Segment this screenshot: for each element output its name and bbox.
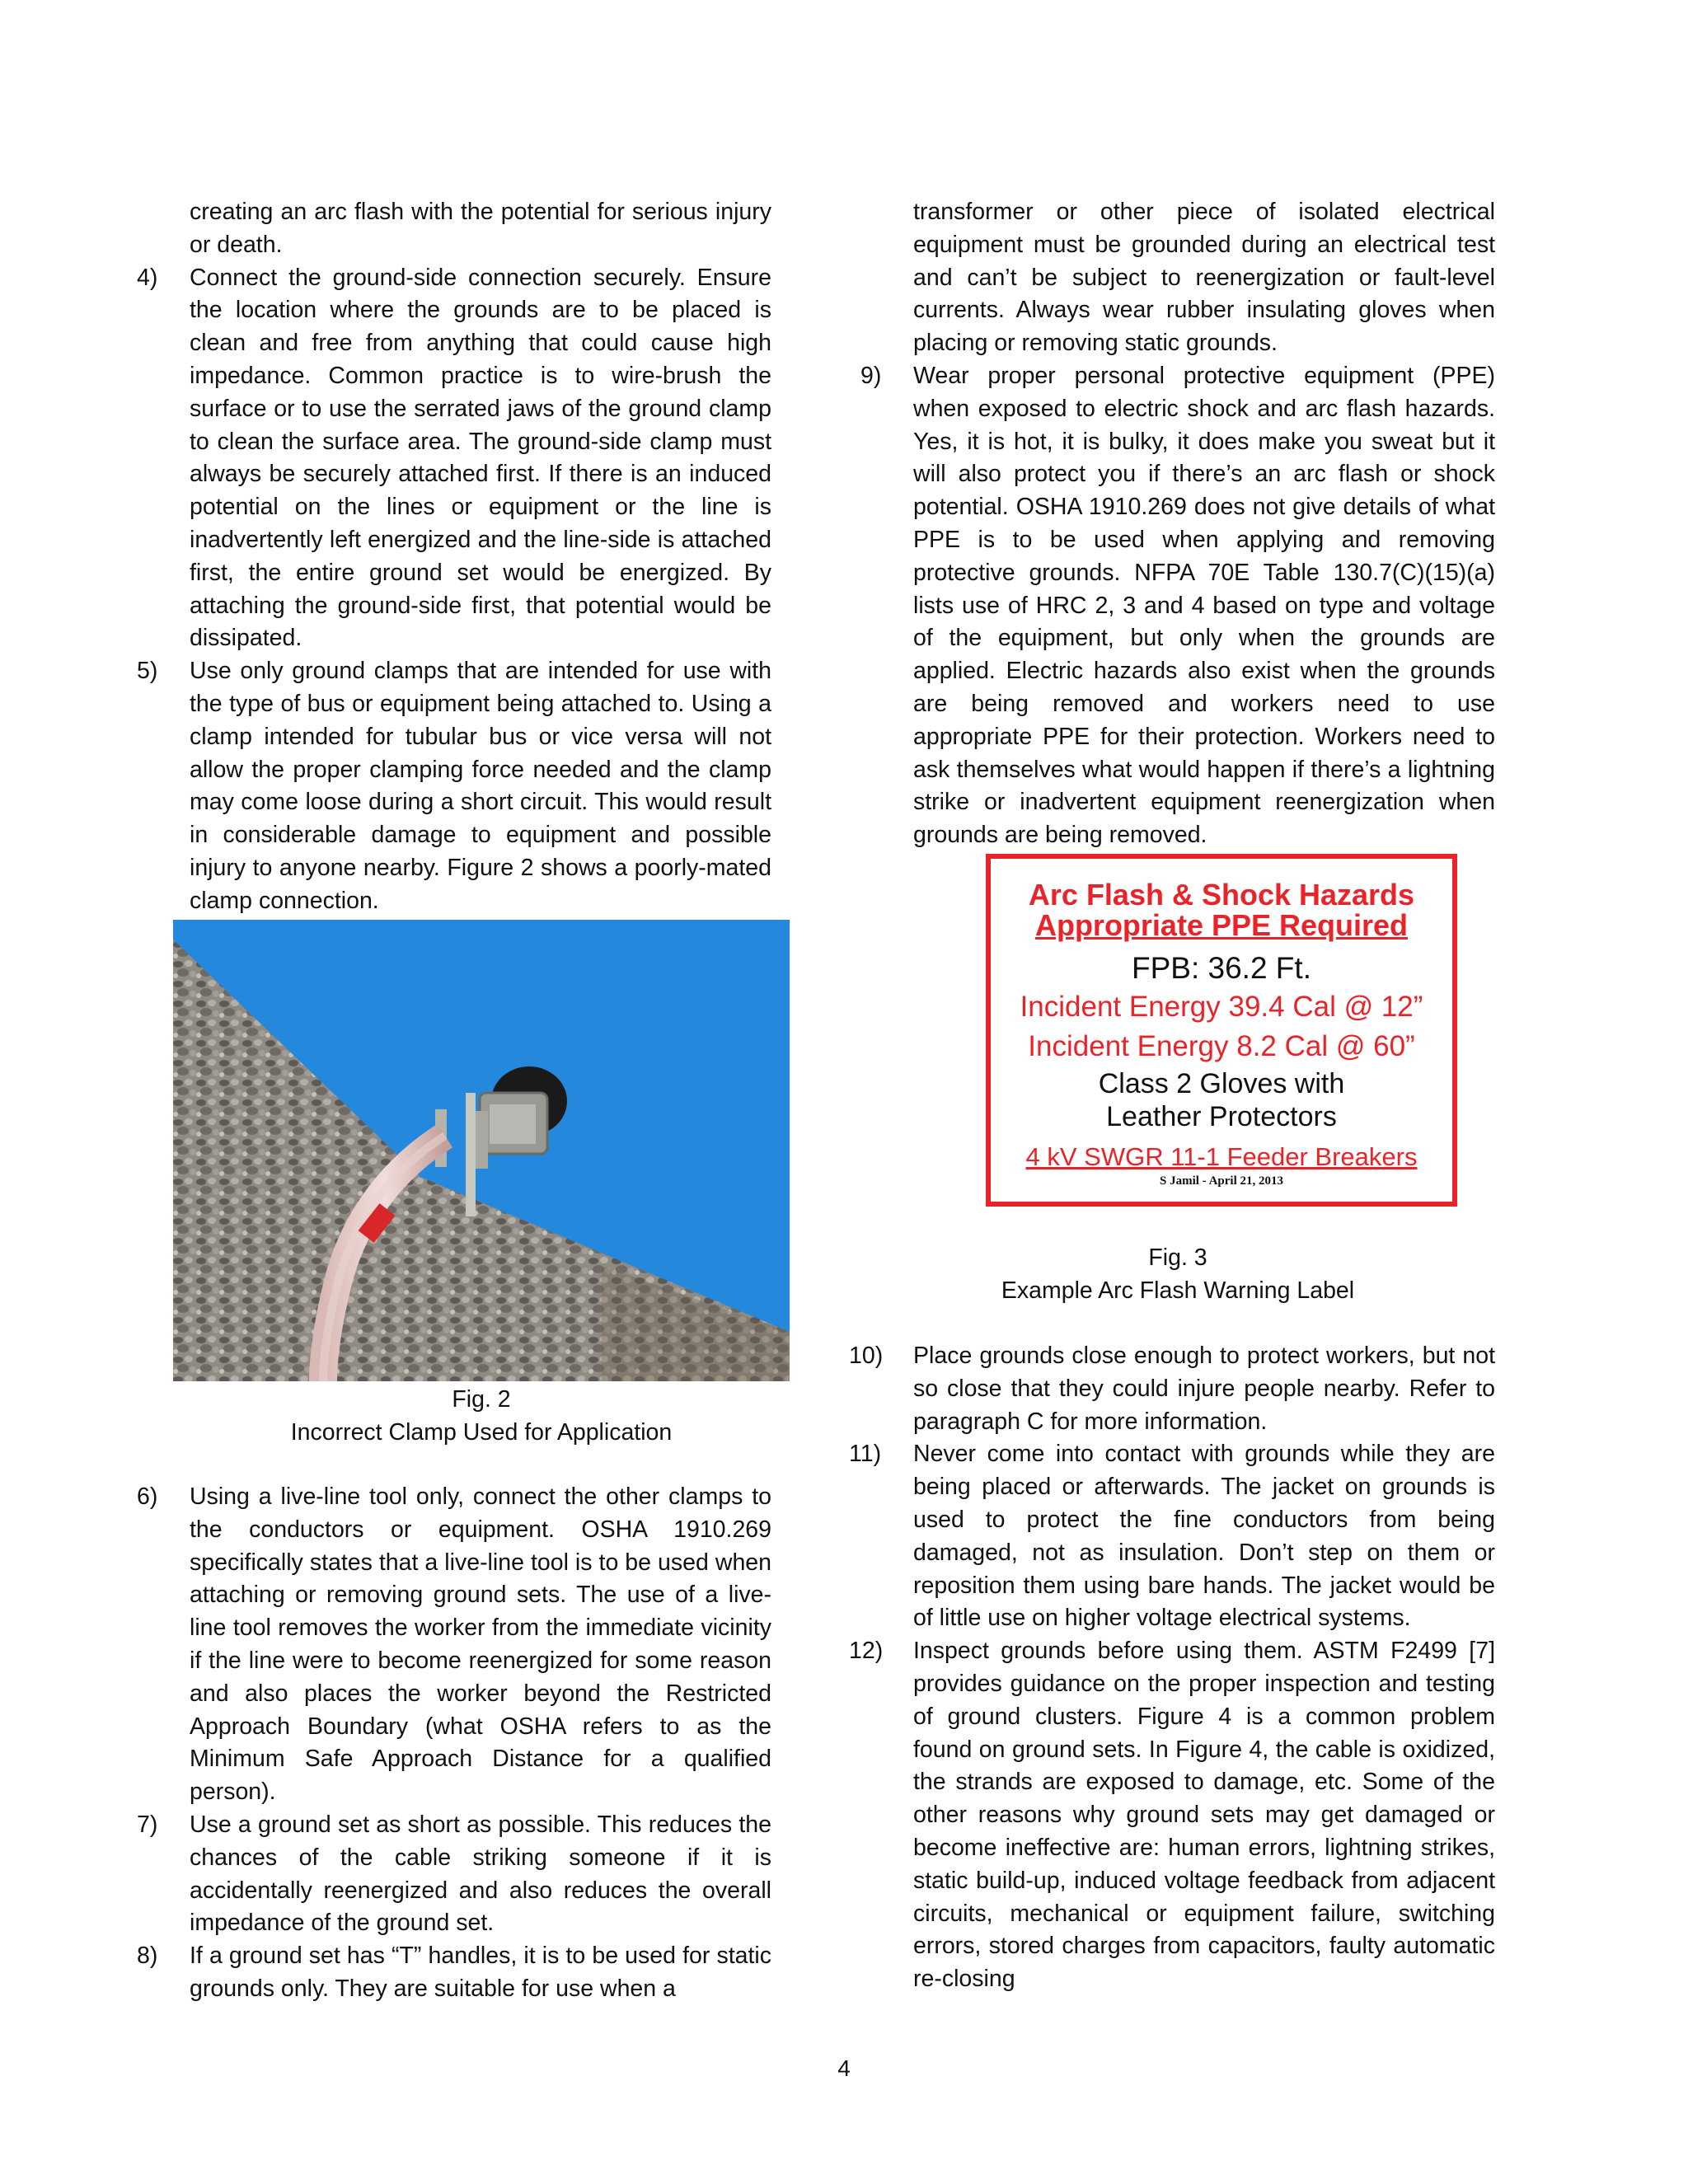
figure-3-label: Fig. 3 [1148,1244,1207,1271]
right-column [860,196,1495,852]
list-number: 9) [860,362,882,389]
list-number: 4) [137,264,158,291]
list-number: 5) [137,658,158,685]
list-item [849,1340,1495,1438]
left-column-continued [137,1481,771,2006]
right-column-continued [849,1340,1495,1996]
label-ppe-title: Appropriate PPE Required [1034,908,1409,942]
continued-paragraph: creating an arc flash with the potential for serious injury or death. [190,199,771,258]
list-item [849,1635,1495,1996]
label-equipment: 4 kV SWGR 11-1 Feeder Breakers [1025,1142,1418,1171]
list-item [849,1438,1495,1635]
list-item [137,1940,771,2006]
list-item [137,655,771,917]
list-item [137,1809,771,1940]
list-text: Never come into contact with grounds while they are being placed or afterwards. The jacket on grounds is used to protect the fine conductors from being damaged, not as insulation. Don’t step on them or reposition them using bare hands. The jacket would be of little use on higher voltage electrical systems. [913,1441,1495,1632]
figure-2-caption-block [137,1383,826,1449]
label-incident-energy-60: Incident Energy 8.2 Cal @ 60” [1028,1030,1415,1062]
list-number: 11) [849,1441,882,1468]
list-text: Use only ground clamps that are intended for use with the type of bus or equipment being attached to. Using a clamp intended for tubular bus or vice versa will not allow the proper clamping force needed and the clamp may come loose during a short circuit. This would result in considerable damage to equipment and possible injury to anyone nearby. Figure 2 shows a poorly-mated clamp connection. [190,658,771,914]
figure-3-caption: Example Arc Flash Warning Label [1001,1277,1355,1304]
left-column [137,196,771,918]
label-gloves: Class 2 Gloves with [1098,1068,1345,1099]
list-text: Place grounds close enough to protect workers, but not so close that they could injure people nearby. Refer to paragraph C for more information. [913,1343,1495,1435]
arc-flash-warning-label [986,854,1457,1207]
list-text: If a ground set has “T” handles, it is to be used for static grounds only. They are suitable for use when a [190,1943,771,2002]
list-item [137,1481,771,1809]
list-number: 12) [849,1638,884,1665]
list-number: 7) [137,1811,158,1838]
label-author-date: S Jamil - April 21, 2013 [1159,1174,1283,1188]
list-text: Inspect grounds before using them. ASTM F2499 [7] provides guidance on the proper inspection and testing of ground clusters. Figure 4 is a common problem found on ground sets. In Figure 4, the cable is oxidized, the strands are exposed to damage, etc. Some of the other reasons why ground sets may get damaged or become ineffective are: human errors, lightning strikes, static build-up, induced voltage feedback from adjacent circuits, mechanical or equipment failure, switching errors, stored charges from capacitors, faulty automatic re-closing [913,1638,1495,1993]
list-number: 8) [137,1943,158,1970]
figure-2-label: Fig. 2 [452,1386,511,1413]
list-text: Connect the ground-side connection securely. Ensure the location where the grounds are to be placed is clean and free from anything that could cause high impedance. Common practice is to wire-brush the surface or to use the serrated jaws of the ground clamp to clean the surface area. The ground-side clamp must always be securely attached first. If there is an induced potential on the lines or equipment or the line is inadvertently left energized and the line-side is attached first, the entire ground set would be energized. By attaching the ground-side first, that potential would be dissipated. [190,264,771,652]
figure-2-photo [173,920,790,1381]
figure-2-caption: Incorrect Clamp Used for Application [290,1419,673,1446]
list-number: 10) [849,1343,884,1369]
label-fpb: FPB: 36.2 Ft. [1132,951,1311,985]
list-number: 6) [137,1483,158,1510]
clamp-photo-illustration [173,920,790,1381]
label-hazard-title: Arc Flash & Shock Hazards [1028,878,1415,912]
list-text: Using a live-line tool only, connect the other clamps to the conductors or equipment. OSHA 1910.269 specifically states that a live-line tool is to be used when attaching or removing ground sets. The use of a live-line tool removes the worker from the immediate vicinity if the line were to become reenergized for some reason and also places the worker beyond the Restricted Approach Boundary (what OSHA refers to as the Minimum Safe Approach Distance for a qualified person). [190,1483,771,1806]
list-text: Use a ground set as short as possible. This reduces the chances of the cable striking someone if it is accidentally reenergized and also reduces the overall impedance of the ground set. [190,1811,771,1937]
label-protectors: Leather Protectors [1106,1101,1337,1132]
list-item [860,360,1495,852]
label-incident-energy-12: Incident Energy 39.4 Cal @ 12” [1020,991,1423,1023]
page-number: 4 [837,2055,851,2081]
list-text: Wear proper personal protective equipment (PPE) when exposed to electric shock and arc flash hazards. Yes, it is hot, it is bulky, it does make you sweat but it will also protect you if there’s an arc flash or shock potential. OSHA 1910.269 does not give details of what PPE is to be used when applying and removing protective grounds. NFPA 70E Table 130.7(C)(15)(a) lists use of HRC 2, 3 and 4 based on type and voltage of the equipment, but only when the grounds are applied. Electric hazards also exist when the grounds are being removed and workers need to use appropriate PPE for their protection. Workers need to ask themselves what would happen if there’s a lightning strike or inadvertent equipment reenergization when grounds are being removed. [913,362,1495,849]
continued-paragraph: transformer or other piece of isolated electrical equipment must be grounded during an electrical test and can’t be subject to reenergization or fault-level currents. Always wear rubber insulating gloves when placing or removing static grounds. [913,199,1495,357]
list-item [137,262,771,656]
figure-3-caption-block [860,1241,1495,1307]
